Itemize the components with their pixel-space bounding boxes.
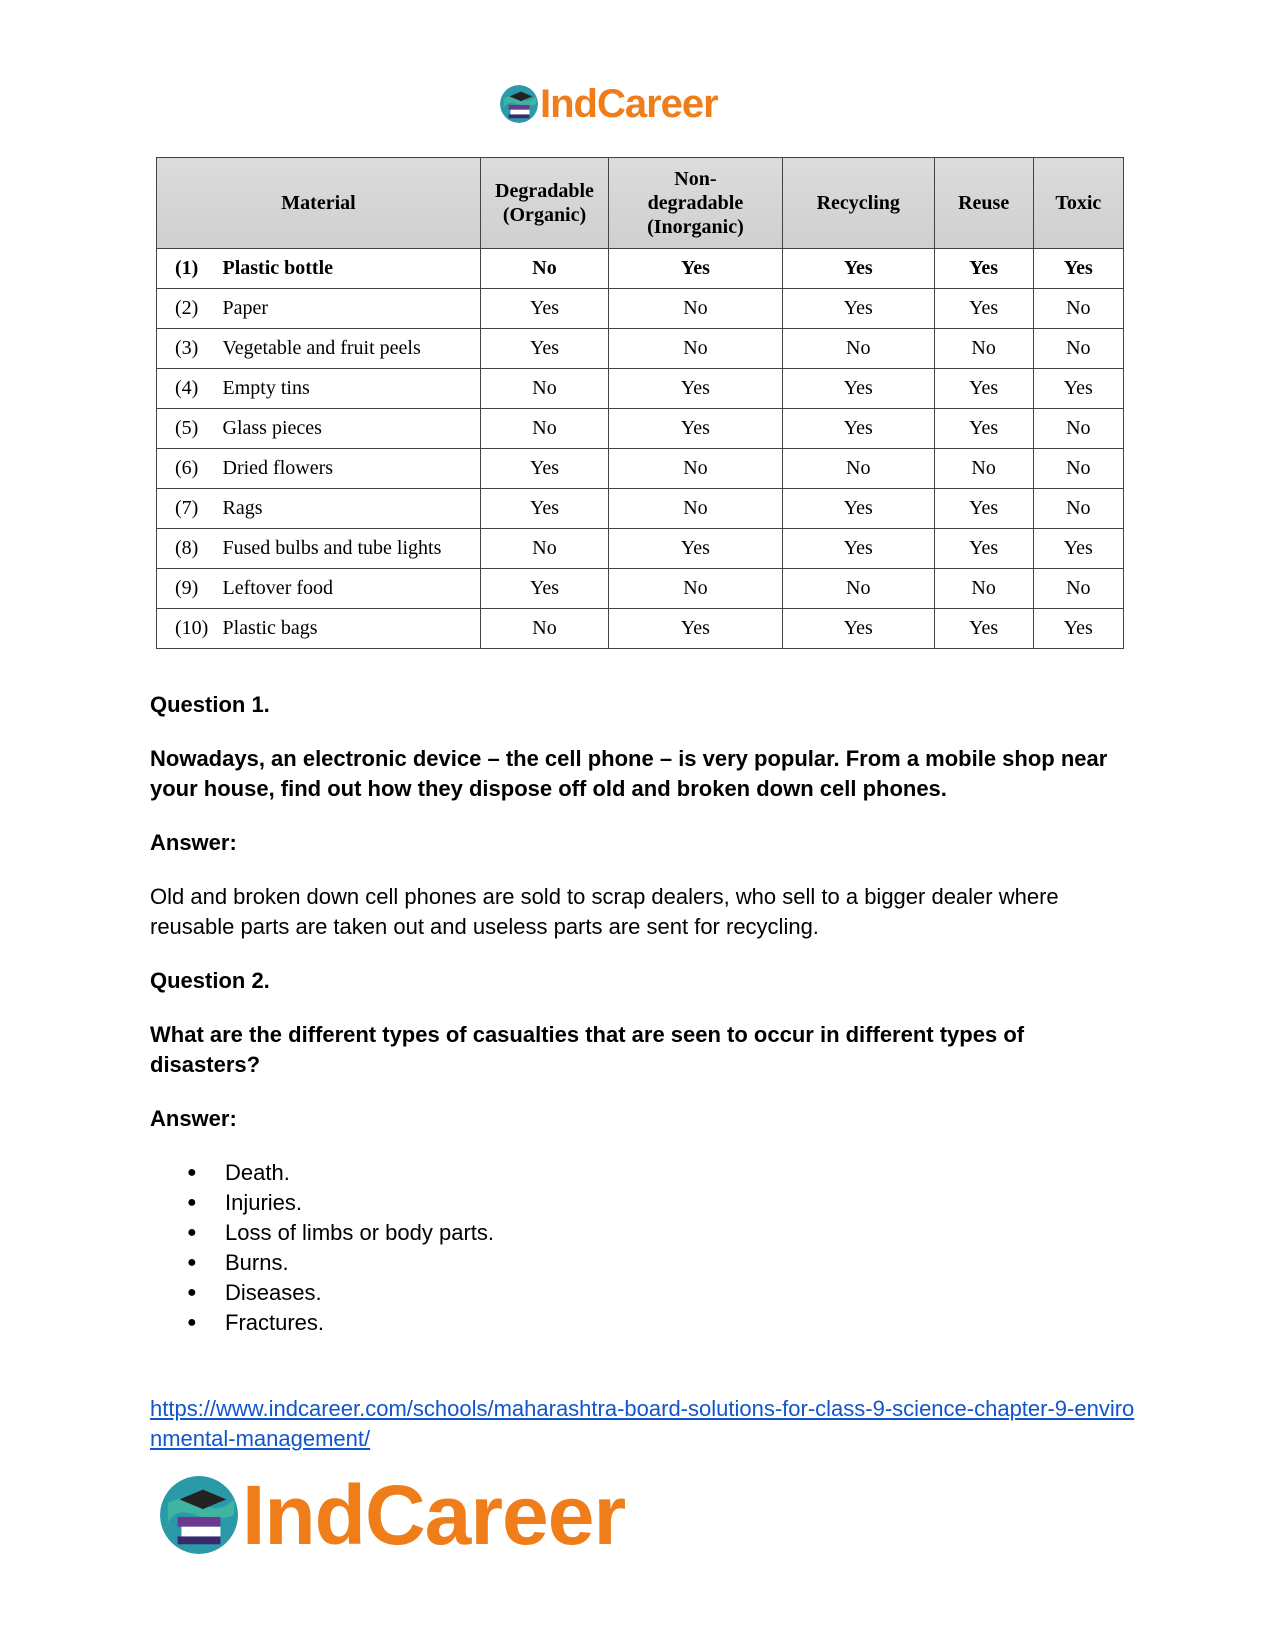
- cell-degradable: No: [481, 249, 609, 289]
- table-row: [157, 489, 1124, 529]
- row-number: (1): [157, 249, 217, 289]
- table-row: [157, 369, 1124, 409]
- header-reuse: Reuse: [934, 158, 1033, 249]
- row-number: (10): [157, 609, 217, 649]
- cell-degradable: Yes: [481, 289, 609, 329]
- table-row: [157, 409, 1124, 449]
- row-number: (6): [157, 449, 217, 489]
- cell-non-degradable: Yes: [609, 369, 783, 409]
- cell-degradable: No: [481, 609, 609, 649]
- material-name: Rags: [217, 489, 481, 529]
- cell-degradable: Yes: [481, 329, 609, 369]
- table-row: [157, 329, 1124, 369]
- table-row: [157, 569, 1124, 609]
- qa-content: [150, 690, 1130, 1338]
- cell-degradable: Yes: [481, 569, 609, 609]
- row-number: (2): [157, 289, 217, 329]
- cell-toxic: No: [1033, 289, 1123, 329]
- list-item: ● Injuries.: [225, 1188, 1130, 1218]
- header-non-degradable: Non- degradable (Inorganic): [609, 158, 783, 249]
- cell-recycling: Yes: [782, 489, 934, 529]
- cell-reuse: Yes: [934, 529, 1033, 569]
- cell-reuse: Yes: [934, 609, 1033, 649]
- cell-toxic: No: [1033, 449, 1123, 489]
- header-toxic: Toxic: [1033, 158, 1123, 249]
- source-link[interactable]: https://www.indcareer.com/schools/maharashtra-board-solutions-for-class-9-science-chapter-9-environmental-management/: [150, 1396, 1135, 1451]
- cell-degradable: No: [481, 529, 609, 569]
- cell-toxic: Yes: [1033, 369, 1123, 409]
- list-item: ● Diseases.: [225, 1278, 1130, 1308]
- question-2-text: What are the different types of casualties that are seen to occur in different types of disasters?: [150, 1022, 1025, 1077]
- material-name: Fused bulbs and tube lights: [217, 529, 481, 569]
- cell-non-degradable: No: [609, 289, 783, 329]
- cell-non-degradable: Yes: [609, 249, 783, 289]
- cell-reuse: Yes: [934, 409, 1033, 449]
- cell-non-degradable: No: [609, 449, 783, 489]
- material-name: Dried flowers: [217, 449, 481, 489]
- cell-toxic: No: [1033, 409, 1123, 449]
- cell-degradable: No: [481, 369, 609, 409]
- cell-reuse: No: [934, 569, 1033, 609]
- table-row: [157, 289, 1124, 329]
- logo-text: IndCareer: [242, 1467, 626, 1562]
- materials-table: [156, 157, 1124, 649]
- cell-non-degradable: Yes: [609, 529, 783, 569]
- header-material: Material: [157, 158, 481, 249]
- cell-recycling: Yes: [782, 609, 934, 649]
- material-name: Vegetable and fruit peels: [217, 329, 481, 369]
- cell-reuse: Yes: [934, 289, 1033, 329]
- cell-degradable: Yes: [481, 449, 609, 489]
- cell-recycling: Yes: [782, 249, 934, 289]
- cell-recycling: Yes: [782, 409, 934, 449]
- cell-non-degradable: Yes: [609, 609, 783, 649]
- material-name: Paper: [217, 289, 481, 329]
- row-number: (5): [157, 409, 217, 449]
- cell-non-degradable: No: [609, 569, 783, 609]
- material-name: Plastic bottle: [217, 249, 481, 289]
- cell-non-degradable: No: [609, 489, 783, 529]
- row-number: (3): [157, 329, 217, 369]
- material-name: Glass pieces: [217, 409, 481, 449]
- logo-header: [500, 78, 780, 130]
- table-row: [157, 529, 1124, 569]
- material-name: Plastic bags: [217, 609, 481, 649]
- cell-recycling: Yes: [782, 289, 934, 329]
- cell-reuse: Yes: [934, 249, 1033, 289]
- row-number: (7): [157, 489, 217, 529]
- cell-non-degradable: No: [609, 329, 783, 369]
- question-1-text: Nowadays, an electronic device – the cell phone – is very popular. From a mobile shop near your house, find out how they dispose off old and broken down cell phones.: [150, 746, 1108, 801]
- cell-toxic: No: [1033, 329, 1123, 369]
- question-1-label: Question 1.: [150, 692, 270, 717]
- row-number: (9): [157, 569, 217, 609]
- list-item: ● Loss of limbs or body parts.: [225, 1218, 1130, 1248]
- cell-non-degradable: Yes: [609, 409, 783, 449]
- cell-reuse: Yes: [934, 489, 1033, 529]
- globe-books-icon: [160, 1476, 238, 1554]
- cell-reuse: No: [934, 449, 1033, 489]
- material-name: Empty tins: [217, 369, 481, 409]
- cell-recycling: Yes: [782, 529, 934, 569]
- cell-toxic: No: [1033, 569, 1123, 609]
- list-item: ● Burns.: [225, 1248, 1130, 1278]
- cell-recycling: No: [782, 569, 934, 609]
- cell-recycling: No: [782, 329, 934, 369]
- cell-degradable: No: [481, 409, 609, 449]
- header-degradable: Degradable (Organic): [481, 158, 609, 249]
- answer-2-list: [150, 1158, 1130, 1338]
- answer-1-text: Old and broken down cell phones are sold to scrap dealers, who sell to a bigger dealer where reusable parts are taken out and useless parts are sent for recycling.: [150, 884, 1059, 939]
- material-name: Leftover food: [217, 569, 481, 609]
- cell-reuse: Yes: [934, 369, 1033, 409]
- question-2-label: Question 2.: [150, 968, 270, 993]
- globe-books-icon: [500, 85, 538, 123]
- cell-toxic: Yes: [1033, 529, 1123, 569]
- cell-reuse: No: [934, 329, 1033, 369]
- cell-toxic: Yes: [1033, 609, 1123, 649]
- logo-footer: [160, 1467, 700, 1562]
- cell-recycling: Yes: [782, 369, 934, 409]
- cell-recycling: No: [782, 449, 934, 489]
- list-item: ● Fractures.: [225, 1308, 1130, 1338]
- cell-toxic: No: [1033, 489, 1123, 529]
- logo-text: IndCareer: [540, 81, 718, 126]
- table-row: [157, 449, 1124, 489]
- table-row: [157, 609, 1124, 649]
- cell-toxic: Yes: [1033, 249, 1123, 289]
- table-row: [157, 249, 1124, 289]
- answer-2-label: Answer:: [150, 1106, 237, 1131]
- answer-1-label: Answer:: [150, 830, 237, 855]
- list-item: ● Death.: [225, 1158, 1130, 1188]
- cell-degradable: Yes: [481, 489, 609, 529]
- row-number: (8): [157, 529, 217, 569]
- header-recycling: Recycling: [782, 158, 934, 249]
- row-number: (4): [157, 369, 217, 409]
